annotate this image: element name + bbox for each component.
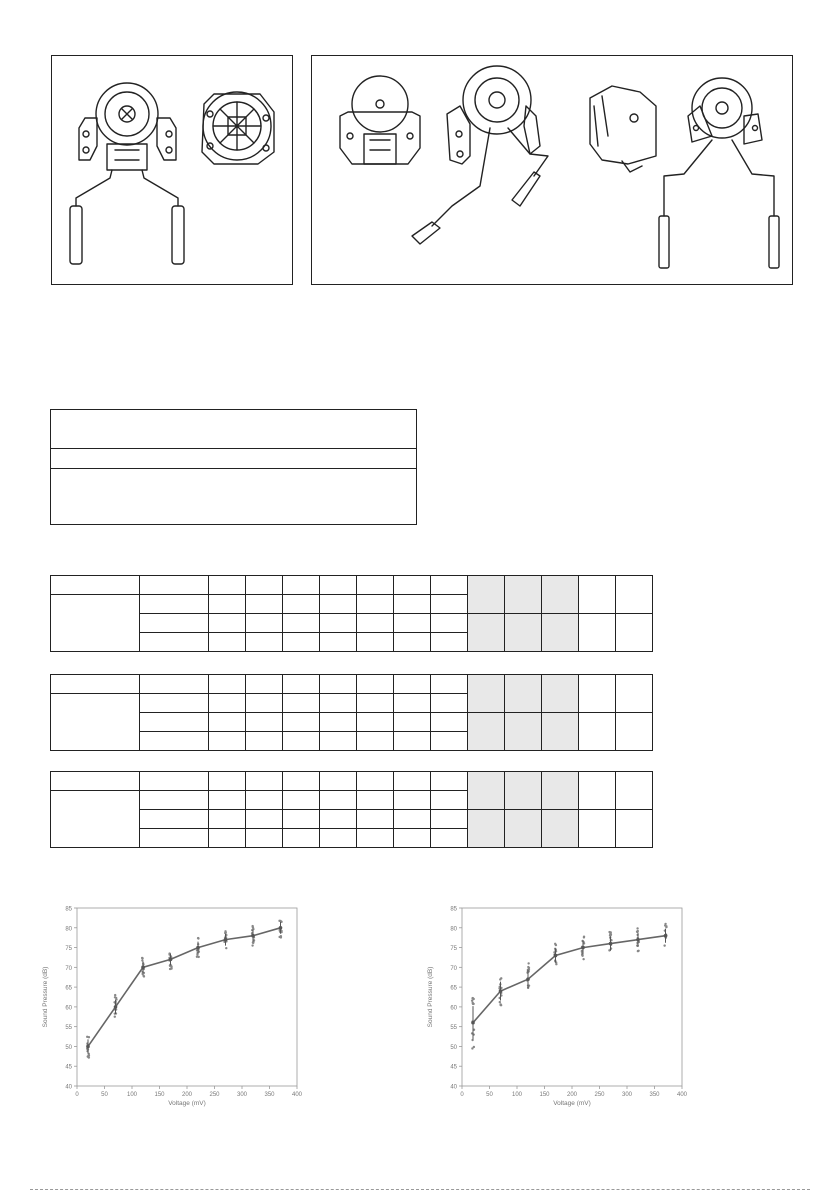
table-cell bbox=[431, 713, 468, 732]
scatter-point bbox=[637, 950, 639, 952]
table-cell bbox=[357, 633, 394, 652]
y-tick-label: 55 bbox=[450, 1025, 457, 1032]
mean-point bbox=[554, 954, 558, 958]
y-tick-label: 75 bbox=[450, 946, 457, 953]
x-tick-label: 250 bbox=[594, 1092, 605, 1098]
table-cell bbox=[579, 675, 616, 713]
plot-area bbox=[77, 908, 297, 1086]
x-tick-label: 50 bbox=[101, 1092, 108, 1098]
mean-point bbox=[526, 977, 530, 981]
scatter-point bbox=[141, 959, 143, 961]
table-cell bbox=[209, 772, 246, 791]
table-cell bbox=[357, 675, 394, 694]
table-row bbox=[51, 713, 653, 732]
table-cell bbox=[468, 675, 505, 713]
x-axis-label: Voltage (mV) bbox=[553, 1100, 591, 1107]
table-cell bbox=[394, 732, 431, 751]
y-tick-label: 45 bbox=[450, 1064, 457, 1071]
mean-point bbox=[86, 1045, 90, 1049]
table-cell bbox=[394, 791, 431, 810]
table-cell bbox=[542, 614, 579, 652]
table-cell bbox=[616, 713, 653, 751]
table-cell bbox=[394, 810, 431, 829]
mean-point bbox=[114, 1005, 118, 1009]
table-cell bbox=[209, 675, 246, 694]
table-cell bbox=[140, 829, 209, 848]
mean-point bbox=[196, 946, 200, 950]
table-cell bbox=[140, 576, 209, 595]
table-cell bbox=[505, 810, 542, 848]
mean-point bbox=[224, 938, 228, 942]
figure-panel-left bbox=[51, 55, 293, 285]
scatter-point bbox=[88, 1056, 90, 1058]
table-cell bbox=[394, 614, 431, 633]
table-cell bbox=[51, 694, 140, 751]
table-cell bbox=[320, 675, 357, 694]
mean-point bbox=[169, 958, 173, 962]
scatter-point bbox=[665, 926, 667, 928]
scatter-point bbox=[251, 925, 253, 927]
table-row bbox=[51, 675, 653, 694]
table-cell bbox=[431, 675, 468, 694]
x-tick-label: 200 bbox=[566, 1092, 578, 1098]
table-cell bbox=[394, 772, 431, 791]
table-cell bbox=[357, 829, 394, 848]
table-cell bbox=[246, 732, 283, 751]
table-cell bbox=[209, 791, 246, 810]
table-cell bbox=[283, 791, 320, 810]
scatter-point bbox=[609, 933, 611, 935]
y-tick-label: 85 bbox=[65, 906, 72, 913]
scatter-point bbox=[636, 927, 638, 929]
table-cell bbox=[283, 614, 320, 633]
headset-mount-illustration-right bbox=[312, 56, 792, 284]
table-cell bbox=[246, 614, 283, 633]
table-cell bbox=[140, 633, 209, 652]
scatter-point bbox=[196, 956, 198, 958]
table-cell bbox=[320, 576, 357, 595]
table-cell bbox=[320, 713, 357, 732]
table-cell bbox=[431, 829, 468, 848]
table-cell bbox=[542, 576, 579, 614]
table-cell bbox=[616, 576, 653, 614]
headset-mount-illustration-left bbox=[52, 56, 292, 284]
table-cell bbox=[431, 810, 468, 829]
table-cell bbox=[431, 633, 468, 652]
table-cell bbox=[209, 810, 246, 829]
table-cell bbox=[357, 810, 394, 829]
y-axis-label: Sound Pressure (dB) bbox=[427, 966, 434, 1028]
x-tick-label: 350 bbox=[649, 1092, 660, 1098]
table-cell bbox=[616, 614, 653, 652]
scatter-point bbox=[582, 958, 584, 960]
table-cell bbox=[616, 810, 653, 848]
scatter-point bbox=[280, 935, 282, 937]
chart-svg-right bbox=[420, 900, 720, 1110]
table-cell bbox=[505, 675, 542, 713]
table-cell bbox=[505, 576, 542, 614]
table-cell bbox=[320, 694, 357, 713]
table-cell bbox=[283, 829, 320, 848]
table-cell bbox=[209, 576, 246, 595]
table-cell bbox=[51, 772, 140, 791]
mean-point bbox=[581, 946, 585, 950]
table-cell bbox=[579, 772, 616, 810]
table-cell bbox=[283, 595, 320, 614]
table-cell bbox=[140, 732, 209, 751]
scatter-point bbox=[86, 1036, 88, 1038]
scatter-point bbox=[471, 1047, 473, 1049]
table-cell bbox=[246, 810, 283, 829]
y-tick-label: 45 bbox=[65, 1064, 72, 1071]
table-cell bbox=[320, 595, 357, 614]
table-cell bbox=[505, 713, 542, 751]
x-tick-label: 0 bbox=[460, 1092, 464, 1098]
y-tick-label: 70 bbox=[450, 965, 457, 972]
y-tick-label: 60 bbox=[65, 1005, 72, 1012]
x-tick-label: 50 bbox=[486, 1092, 493, 1098]
y-tick-label: 40 bbox=[65, 1084, 72, 1091]
table-cell bbox=[246, 772, 283, 791]
table-cell bbox=[246, 791, 283, 810]
scatter-point bbox=[499, 1003, 501, 1005]
arc-adapter-plate bbox=[340, 76, 420, 164]
table-cell bbox=[394, 694, 431, 713]
table-cell bbox=[357, 732, 394, 751]
table-cell bbox=[505, 772, 542, 810]
y-tick-label: 70 bbox=[65, 965, 72, 972]
scatter-point bbox=[114, 1016, 116, 1018]
scatter-point bbox=[583, 936, 585, 938]
table-cell bbox=[357, 614, 394, 633]
table-cell bbox=[320, 614, 357, 633]
mean-point bbox=[251, 934, 255, 938]
table-cell bbox=[468, 772, 505, 810]
table-cell bbox=[209, 713, 246, 732]
table-row bbox=[51, 810, 653, 829]
x-tick-label: 250 bbox=[209, 1092, 220, 1098]
y-tick-label: 80 bbox=[450, 926, 457, 933]
attenuation-table-1 bbox=[50, 575, 653, 652]
table-cell bbox=[140, 810, 209, 829]
mean-point bbox=[279, 926, 283, 930]
table-cell bbox=[209, 694, 246, 713]
scatter-point bbox=[224, 930, 226, 932]
table-cell bbox=[357, 791, 394, 810]
table-cell bbox=[209, 595, 246, 614]
scatter-point bbox=[114, 994, 116, 996]
figure-panel-right bbox=[311, 55, 793, 285]
y-tick-label: 55 bbox=[65, 1025, 72, 1032]
table-cell bbox=[246, 633, 283, 652]
scatter-point bbox=[169, 968, 171, 970]
side-mount-front bbox=[70, 83, 184, 264]
scatter-point bbox=[170, 966, 172, 968]
side-mount-back bbox=[202, 92, 274, 164]
table-cell bbox=[320, 829, 357, 848]
table-cell bbox=[468, 810, 505, 848]
table-cell bbox=[357, 713, 394, 732]
table-cell bbox=[209, 633, 246, 652]
table-cell bbox=[431, 694, 468, 713]
table-row bbox=[51, 576, 653, 595]
table-cell bbox=[616, 772, 653, 810]
y-tick-label: 65 bbox=[65, 985, 72, 992]
table-cell bbox=[283, 732, 320, 751]
table-cell bbox=[209, 829, 246, 848]
table-cell bbox=[140, 694, 209, 713]
table-cell bbox=[431, 791, 468, 810]
table-cell bbox=[542, 810, 579, 848]
table-cell bbox=[468, 713, 505, 751]
table-cell bbox=[579, 810, 616, 848]
x-tick-label: 100 bbox=[511, 1092, 523, 1098]
attenuation-table-3 bbox=[50, 771, 653, 848]
table-cell bbox=[320, 791, 357, 810]
x-tick-label: 100 bbox=[126, 1092, 138, 1098]
y-axis-label: Sound Pressure (dB) bbox=[42, 966, 49, 1028]
mean-point bbox=[471, 1021, 475, 1025]
spec-box-row-2 bbox=[51, 449, 416, 469]
table-cell bbox=[542, 713, 579, 751]
table-cell bbox=[394, 713, 431, 732]
mean-point bbox=[609, 942, 613, 946]
mean-point bbox=[141, 966, 145, 970]
page-bottom-rule bbox=[30, 1189, 810, 1190]
table-cell bbox=[283, 713, 320, 732]
spec-box-row-1 bbox=[51, 410, 416, 449]
table-cell bbox=[431, 732, 468, 751]
table-cell bbox=[579, 713, 616, 751]
scatter-point bbox=[225, 947, 227, 949]
x-tick-label: 150 bbox=[154, 1092, 165, 1098]
x-tick-label: 0 bbox=[75, 1092, 79, 1098]
table-cell bbox=[616, 675, 653, 713]
scatter-point bbox=[581, 955, 583, 957]
scatter-point bbox=[663, 944, 665, 946]
scatter-point bbox=[608, 931, 610, 933]
scatter-point bbox=[472, 1003, 474, 1005]
table-cell bbox=[542, 675, 579, 713]
chart-svg-left bbox=[35, 900, 335, 1110]
table-cell bbox=[320, 633, 357, 652]
sound-pressure-chart-left bbox=[35, 900, 335, 1110]
y-tick-label: 65 bbox=[450, 985, 457, 992]
table-cell bbox=[246, 829, 283, 848]
table-cell bbox=[283, 675, 320, 694]
scatter-point bbox=[142, 975, 144, 977]
table-cell bbox=[51, 595, 140, 652]
table-cell bbox=[579, 576, 616, 614]
x-tick-label: 200 bbox=[181, 1092, 193, 1098]
x-tick-label: 150 bbox=[539, 1092, 550, 1098]
table-cell bbox=[283, 576, 320, 595]
table-cell bbox=[283, 633, 320, 652]
table-cell bbox=[246, 595, 283, 614]
mean-point bbox=[664, 934, 668, 938]
table-cell bbox=[209, 732, 246, 751]
y-tick-label: 75 bbox=[65, 946, 72, 953]
table-cell bbox=[320, 810, 357, 829]
table-cell bbox=[320, 772, 357, 791]
table-cell bbox=[246, 713, 283, 732]
x-tick-label: 400 bbox=[676, 1092, 688, 1098]
table-cell bbox=[283, 694, 320, 713]
table-cell bbox=[357, 576, 394, 595]
table-cell bbox=[431, 576, 468, 595]
table-cell bbox=[505, 614, 542, 652]
table-cell bbox=[357, 595, 394, 614]
scatter-point bbox=[196, 954, 198, 956]
scatter-point bbox=[251, 944, 253, 946]
y-tick-label: 85 bbox=[450, 906, 457, 913]
scatter-point bbox=[499, 978, 501, 980]
mean-point bbox=[636, 938, 640, 942]
attenuation-table-2 bbox=[50, 674, 653, 751]
table-cell bbox=[468, 576, 505, 614]
scatter-point bbox=[278, 920, 280, 922]
table-cell bbox=[283, 810, 320, 829]
table-cell bbox=[431, 595, 468, 614]
table-row bbox=[51, 772, 653, 791]
x-axis-label: Voltage (mV) bbox=[168, 1100, 206, 1107]
x-tick-label: 400 bbox=[291, 1092, 303, 1098]
scatter-point bbox=[472, 997, 474, 999]
table-cell bbox=[140, 791, 209, 810]
table-row bbox=[51, 614, 653, 633]
scatter-point bbox=[141, 957, 143, 959]
scatter-point bbox=[471, 999, 473, 1001]
table-cell bbox=[357, 772, 394, 791]
table-cell bbox=[431, 614, 468, 633]
table-cell bbox=[394, 576, 431, 595]
mean-point bbox=[499, 989, 503, 993]
y-tick-label: 50 bbox=[450, 1044, 457, 1051]
sound-pressure-chart-right bbox=[420, 900, 720, 1110]
table-cell bbox=[283, 772, 320, 791]
table-cell bbox=[394, 595, 431, 614]
scatter-point bbox=[527, 962, 529, 964]
wire-assembly bbox=[659, 78, 779, 268]
table-cell bbox=[394, 829, 431, 848]
table-cell bbox=[51, 791, 140, 848]
table-cell bbox=[394, 633, 431, 652]
scatter-point bbox=[554, 943, 556, 945]
table-cell bbox=[246, 576, 283, 595]
scatter-point bbox=[197, 937, 199, 939]
table-cell bbox=[468, 614, 505, 652]
x-tick-label: 350 bbox=[264, 1092, 275, 1098]
table-cell bbox=[320, 732, 357, 751]
table-cell bbox=[542, 772, 579, 810]
table-cell bbox=[51, 675, 140, 694]
table-cell bbox=[140, 595, 209, 614]
y-tick-label: 40 bbox=[450, 1084, 457, 1091]
cover-plate bbox=[590, 86, 656, 172]
scatter-point bbox=[115, 997, 117, 999]
table-cell bbox=[246, 675, 283, 694]
table-cell bbox=[140, 675, 209, 694]
table-cell bbox=[431, 772, 468, 791]
scatter-point bbox=[499, 1001, 501, 1003]
y-tick-label: 50 bbox=[65, 1044, 72, 1051]
table-cell bbox=[394, 675, 431, 694]
x-tick-label: 300 bbox=[621, 1092, 633, 1098]
y-tick-label: 60 bbox=[450, 1005, 457, 1012]
table-cell bbox=[579, 614, 616, 652]
table-cell bbox=[140, 713, 209, 732]
arc-adapter-assembly bbox=[412, 66, 548, 244]
table-cell bbox=[209, 614, 246, 633]
y-tick-label: 80 bbox=[65, 926, 72, 933]
table-cell bbox=[246, 694, 283, 713]
table-cell bbox=[357, 694, 394, 713]
table-cell bbox=[51, 576, 140, 595]
x-tick-label: 300 bbox=[236, 1092, 248, 1098]
table-cell bbox=[140, 614, 209, 633]
specification-box bbox=[50, 409, 417, 525]
table-cell bbox=[140, 772, 209, 791]
